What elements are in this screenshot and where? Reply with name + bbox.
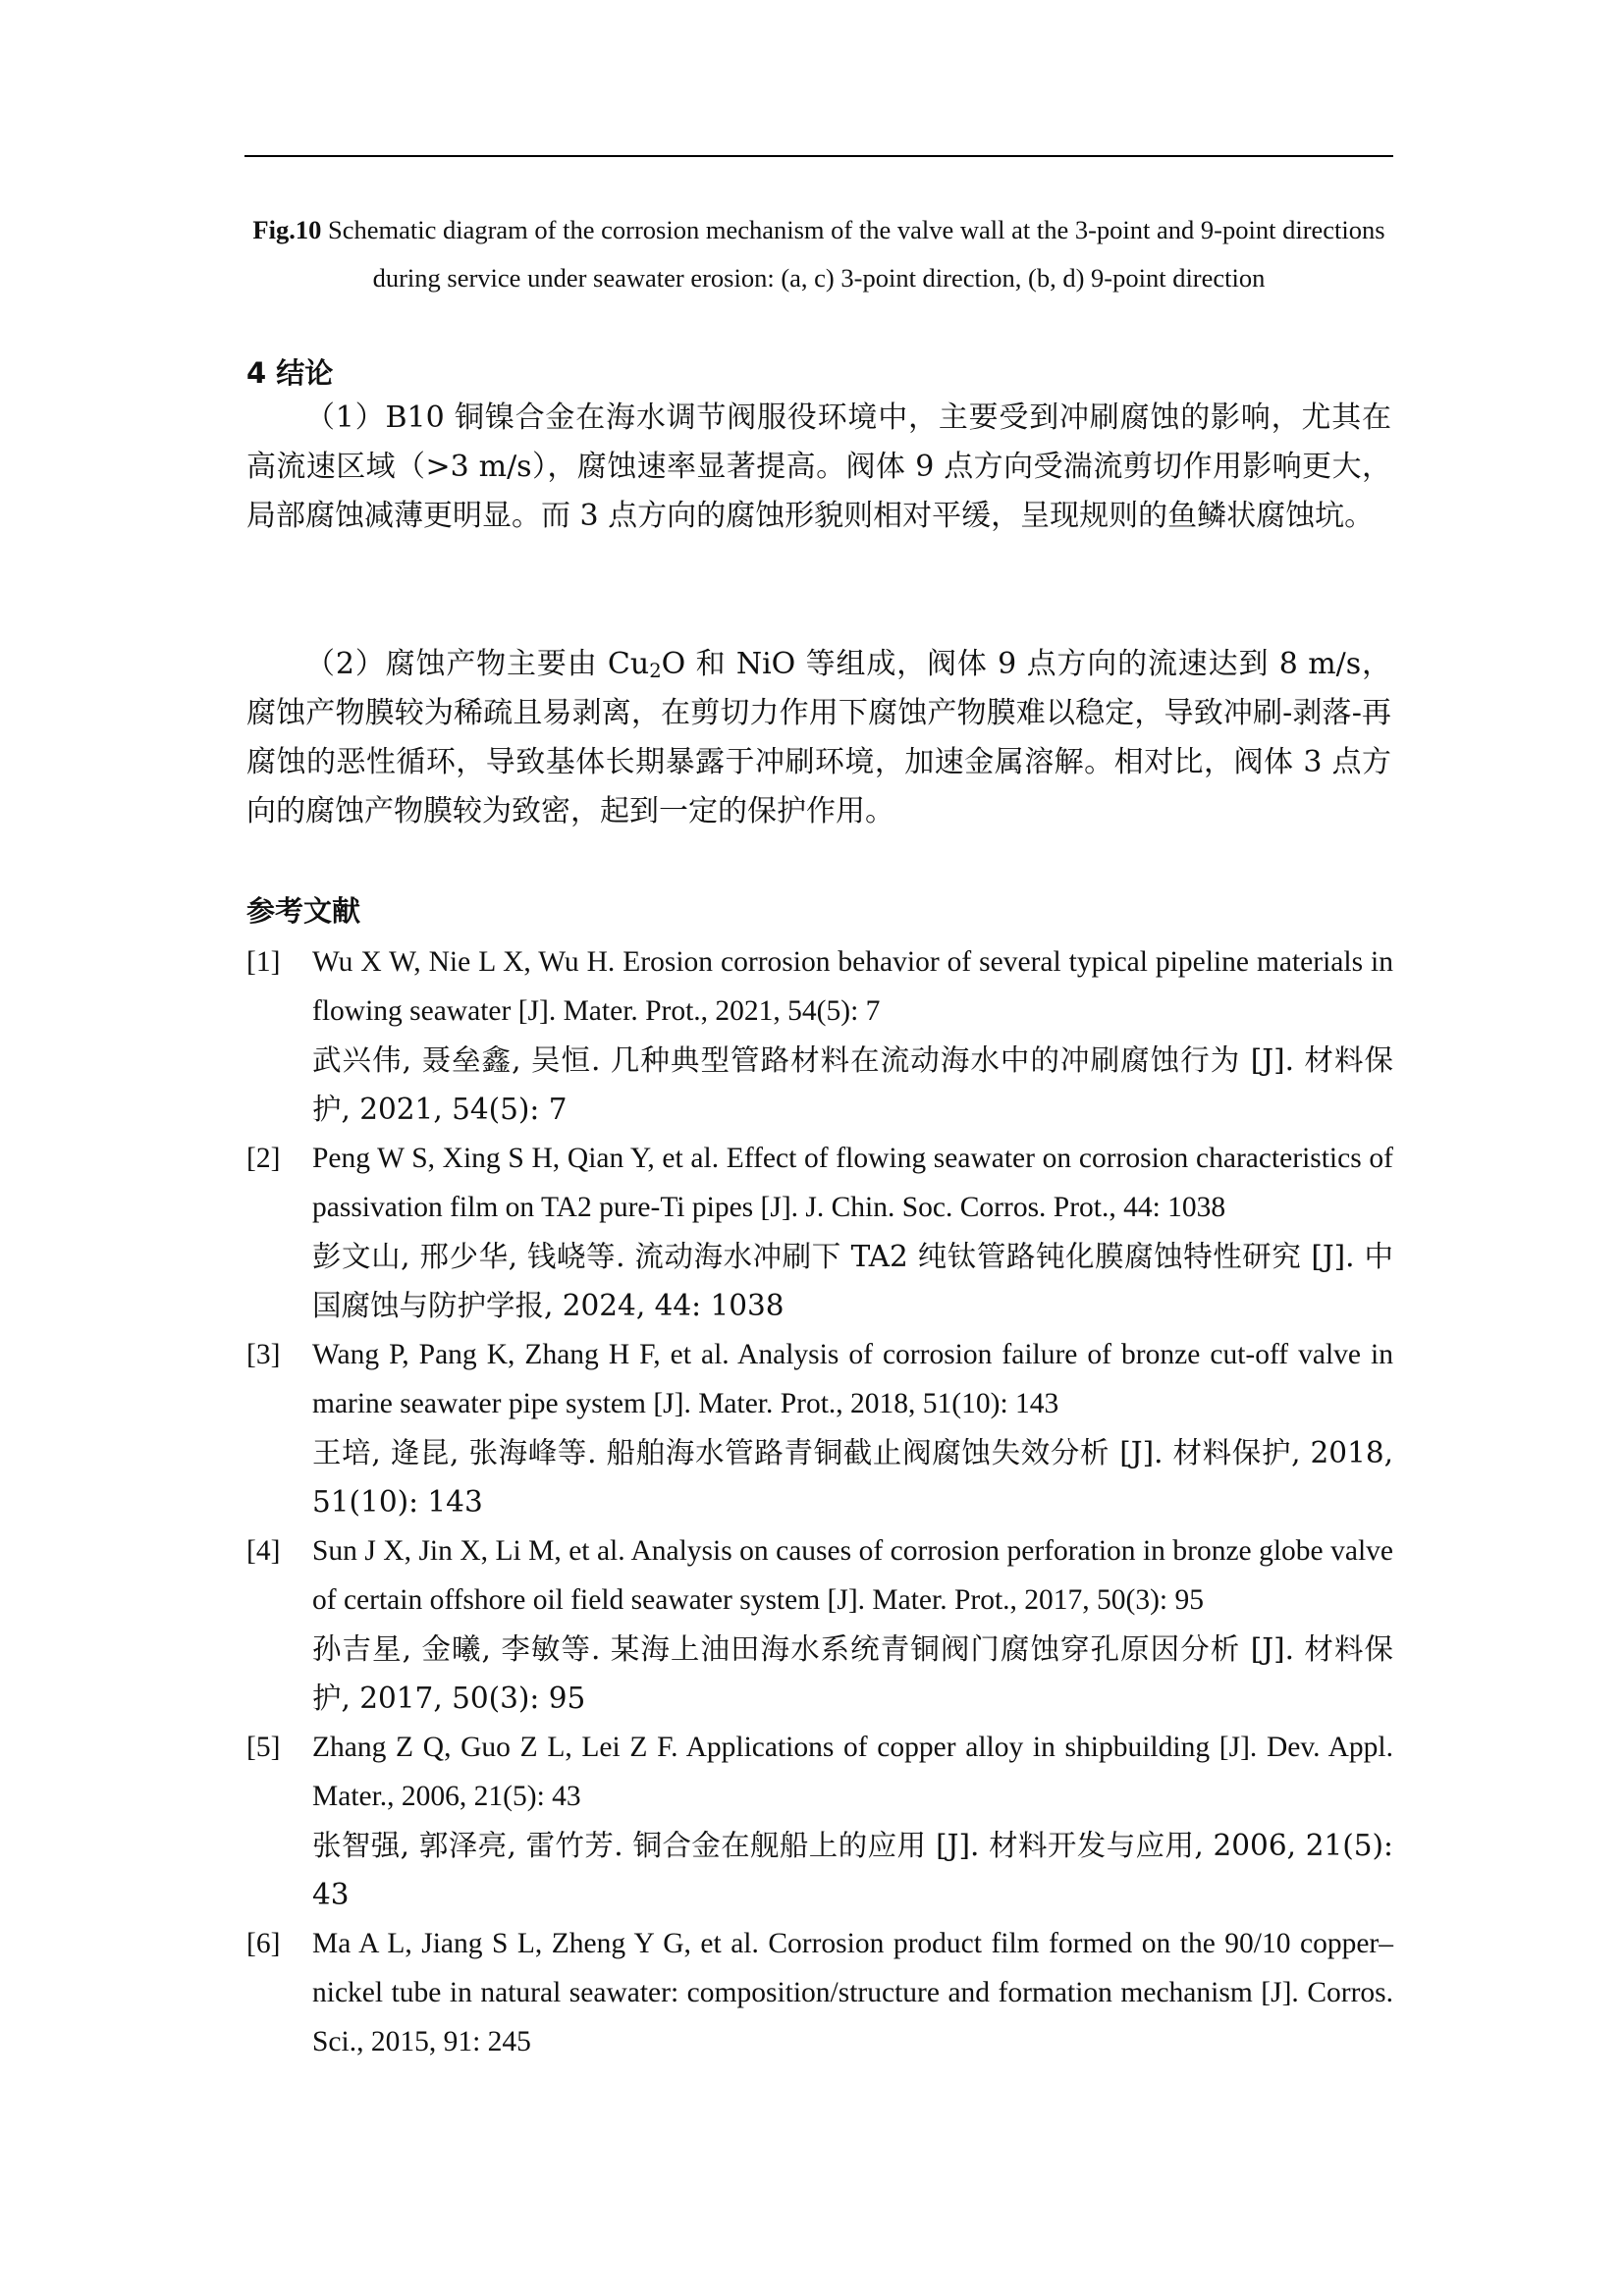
reference-english: Ma A L, Jiang S L, Zheng Y G, et al. Corrosion product film formed on the 90/10 copper–nickel tube in natural seawater: composition/structure and formation mechanism [J]. Corros. Sci., 2015, 91: 245 xyxy=(312,1928,1393,2057)
reference-chinese: 王培, 逄昆, 张海峰等. 船舶海水管路青铜截止阀腐蚀失效分析 [J]. 材料保护, 2018, 51(10): 143 xyxy=(312,1436,1393,1519)
reference-english: Peng W S, Xing S H, Qian Y, et al. Effect of flowing seawater on corrosion characteristics of passivation film on TA2 pure-Ti pipes [J]. J. Chin. Soc. Corros. Prot., 44: 1038 xyxy=(312,1143,1393,1223)
reference-english: Wang P, Pang K, Zhang H F, et al. Analysis of corrosion failure of bronze cut-off valve in marine seawater pipe system [J]. Mater. Prot., 2018, 51(10): 143 xyxy=(312,1339,1393,1419)
conclusion-paragraph-2-part-a: （2）腐蚀产物主要由 Cu xyxy=(305,647,650,681)
conclusion-paragraph-1: （1）B10 铜镍合金在海水调节阀服役环境中，主要受到冲刷腐蚀的影响，尤其在高流速区域（>3 m/s），腐蚀速率显著提高。阀体 9 点方向受湍流剪切作用影响更大，局部腐蚀减薄更明显。而 3 点方向的腐蚀形貌则相对平缓，呈现规则的鱼鳞状腐蚀坑。 xyxy=(246,400,1391,533)
reference-chinese: 彭文山, 邢少华, 钱峣等. 流动海水冲刷下 TA2 纯钛管路钝化膜腐蚀特性研究 [J]. 中国腐蚀与防护学报, 2024, 44: 1038 xyxy=(312,1240,1393,1322)
reference-english: Zhang Z Q, Guo Z L, Lei Z F. Applications of copper alloy in shipbuilding [J]. Dev. Appl. Mater., 2006, 21(5): 43 xyxy=(312,1732,1393,1812)
top-rule xyxy=(244,155,1393,157)
reference-number: [4] xyxy=(246,1535,281,1567)
reference-item-4 xyxy=(246,1526,1393,1723)
reference-number: [3] xyxy=(246,1339,281,1370)
conclusion-paragraph-2 xyxy=(246,640,1391,836)
reference-item-5 xyxy=(246,1723,1393,1919)
reference-chinese: 张智强, 郭泽亮, 雷竹芳. 铜合金在舰船上的应用 [J]. 材料开发与应用, 2006, 21(5): 43 xyxy=(312,1829,1393,1911)
reference-english: Sun J X, Jin X, Li M, et al. Analysis on causes of corrosion perforation in bronze globe valve of certain offshore oil field seawater system [J]. Mater. Prot., 2017, 50(3): 95 xyxy=(312,1535,1393,1616)
figure-label: Fig.10 xyxy=(252,215,322,244)
reference-item-3 xyxy=(246,1330,1393,1526)
reference-chinese: 孙吉星, 金曦, 李敏等. 某海上油田海水系统青铜阀门腐蚀穿孔原因分析 [J]. 材料保护, 2017, 50(3): 95 xyxy=(312,1632,1393,1715)
reference-number: [1] xyxy=(246,946,281,978)
reference-chinese: 武兴伟, 聂垒鑫, 吴恒. 几种典型管路材料在流动海水中的冲刷腐蚀行为 [J]. 材料保护, 2021, 54(5): 7 xyxy=(312,1043,1393,1126)
reference-number: [6] xyxy=(246,1928,281,1959)
references-heading: 参考文献 xyxy=(246,894,361,928)
reference-item-1 xyxy=(246,937,1393,1134)
figure-caption-text: Schematic diagram of the corrosion mechanism of the valve wall at the 3-point and 9-point directions during service under seawater erosion: (a, c) 3-point direction, (b, d) 9-point direction xyxy=(321,215,1385,293)
reference-number: [2] xyxy=(246,1143,281,1174)
conclusions-heading: 4 结论 xyxy=(246,356,334,390)
reference-item-6 xyxy=(246,1919,1393,2066)
subscript-2: 2 xyxy=(649,660,662,682)
figure-caption xyxy=(244,206,1393,302)
reference-number: [5] xyxy=(246,1732,281,1763)
reference-list xyxy=(246,937,1393,2066)
reference-english: Wu X W, Nie L X, Wu H. Erosion corrosion behavior of several typical pipeline materials in flowing seawater [J]. Mater. Prot., 2021, 54(5): 7 xyxy=(312,946,1393,1027)
reference-item-2 xyxy=(246,1134,1393,1330)
conclusion-paragraph-2-part-b: O 和 NiO 等组成，阀体 9 点方向的流速达到 8 m/s，腐蚀产物膜较为稀疏且易剥离，在剪切力作用下腐蚀产物膜难以稳定，导致冲刷-剥落-再腐蚀的恶性循环，导致基体长期暴露于冲刷环境，加速金属溶解。相对比，阀体 3 点方向的腐蚀产物膜较为致密，起到一定的保护作用。 xyxy=(246,647,1391,828)
